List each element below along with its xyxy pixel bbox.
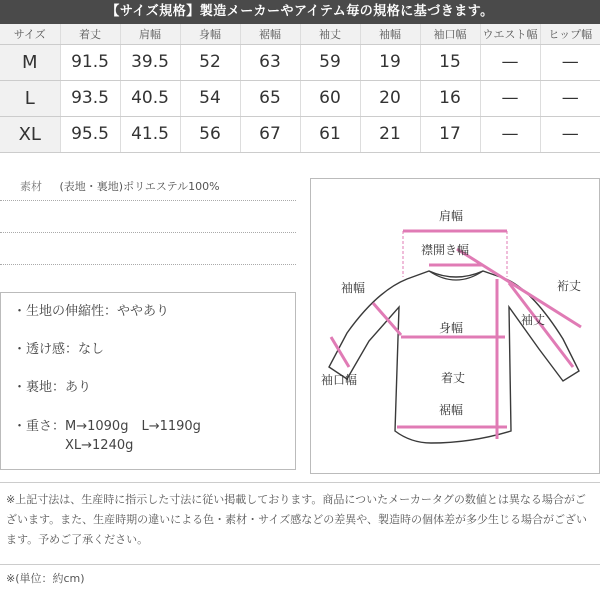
table-cell: — [480, 80, 540, 116]
table-cell: 93.5 [60, 80, 120, 116]
feature-weight-line2: XL→1240g [65, 438, 134, 453]
label-neck: 襟開き幅 [421, 243, 470, 257]
features-box [0, 292, 296, 470]
feature-sheer: ・透け感：なし [13, 342, 105, 357]
table-cell: — [480, 44, 540, 80]
header-body-width: 身幅 [180, 24, 240, 44]
table-cell: 15 [420, 44, 480, 80]
table-cell: 21 [360, 116, 420, 152]
table-row [0, 44, 600, 80]
table-cell: 17 [420, 116, 480, 152]
table-cell: 61 [300, 116, 360, 152]
material-label: 素材 [20, 180, 42, 193]
header-sleeve-width: 袖幅 [360, 24, 420, 44]
page-title: 【サイズ規格】製造メーカーやアイテム毎の規格に基づきます。 [0, 0, 600, 24]
table-cell: 59 [300, 44, 360, 80]
feature-lining: ・裏地：あり [13, 380, 92, 395]
divider [0, 232, 296, 233]
material-info [20, 178, 220, 194]
feature-stretch: ・生地の伸縮性：ややあり [13, 304, 170, 319]
label-raglan: 裄丈 [557, 279, 582, 293]
header-hem-width: 裾幅 [240, 24, 300, 44]
divider [0, 264, 296, 265]
table-cell: — [540, 80, 600, 116]
divider [0, 564, 600, 565]
table-cell: 95.5 [60, 116, 120, 152]
header-cuff-width: 袖口幅 [420, 24, 480, 44]
table-cell: 65 [240, 80, 300, 116]
table-row [0, 80, 600, 116]
table-cell: L [0, 80, 60, 116]
label-hem: 裾幅 [439, 403, 464, 417]
table-header-row [0, 24, 600, 44]
table-cell: 60 [300, 80, 360, 116]
notes-text: ※上記寸法は、生産時に指示した寸法に従い掲載しております。商品についたメーカータグの数値とは異なる場合がございます。また、生産時期の違いによる色・素材・サイズ感などの差異や、製造時の個体差が多少生じる場合がございます。予めご了承ください。 [6, 493, 588, 546]
table-cell: 39.5 [120, 44, 180, 80]
unit-note: ※(単位：約cm) [6, 572, 85, 585]
header-waist-width: ウエスト幅 [480, 24, 540, 44]
table-cell: 40.5 [120, 80, 180, 116]
divider [0, 482, 600, 483]
table-cell: M [0, 44, 60, 80]
table-cell: — [540, 44, 600, 80]
table-cell: 19 [360, 44, 420, 80]
table-cell: 52 [180, 44, 240, 80]
table-cell: 20 [360, 80, 420, 116]
header-shoulder: 肩幅 [120, 24, 180, 44]
table-cell: — [540, 116, 600, 152]
table-cell: 41.5 [120, 116, 180, 152]
table-cell: 54 [180, 80, 240, 116]
table-cell: — [480, 116, 540, 152]
table-cell: 91.5 [60, 44, 120, 80]
label-cuff: 袖口幅 [321, 373, 358, 387]
header-hip-width: ヒップ幅 [540, 24, 600, 44]
label-body-width: 身幅 [439, 321, 464, 335]
measurement-diagram [310, 178, 600, 474]
table-cell: 16 [420, 80, 480, 116]
table-cell: XL [0, 116, 60, 152]
size-table [0, 24, 600, 153]
divider [0, 200, 296, 201]
header-length: 着丈 [60, 24, 120, 44]
table-row [0, 116, 600, 152]
material-value: (表地・裏地)ポリエステル100% [59, 180, 220, 193]
table-cell: 63 [240, 44, 300, 80]
table-cell: 67 [240, 116, 300, 152]
header-sleeve-length: 袖丈 [300, 24, 360, 44]
label-length: 着丈 [441, 371, 466, 385]
label-sleeve-width: 袖幅 [341, 281, 366, 295]
feature-weight [13, 417, 295, 455]
header-size: サイズ [0, 24, 60, 44]
label-sleeve-length: 袖丈 [521, 313, 546, 327]
feature-weight-line1: ・重さ：M→1090g L→1190g [13, 419, 201, 434]
label-shoulder: 肩幅 [439, 209, 464, 223]
table-cell: 56 [180, 116, 240, 152]
